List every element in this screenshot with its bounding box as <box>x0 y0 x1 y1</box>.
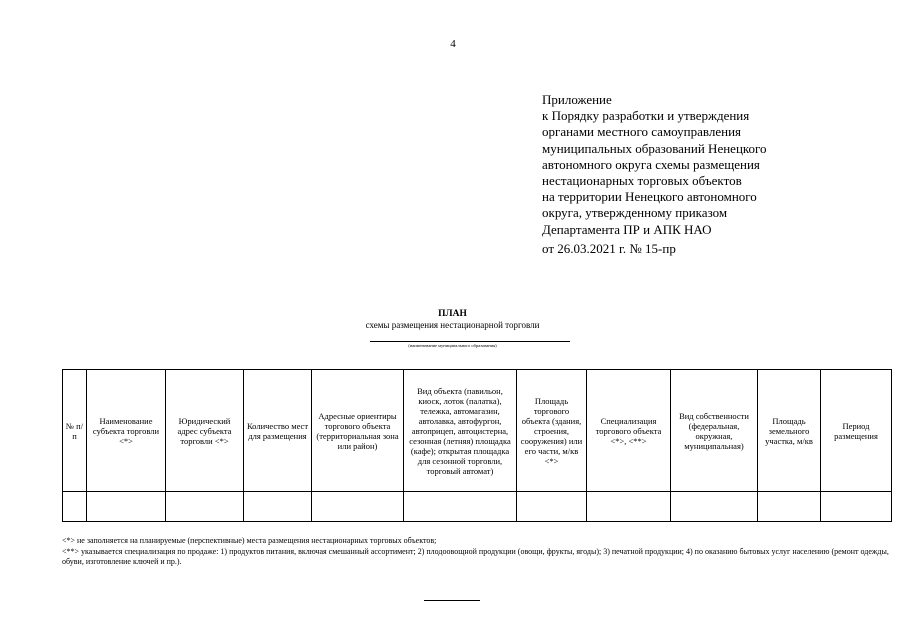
table-cell <box>166 492 244 522</box>
header-object-area: Площадь торгового объекта (здания, строения, сооружения) или его части, м/кв <*> <box>517 370 587 492</box>
header-ownership-type: Вид собственности (федеральная, окружная, муниципальная) <box>671 370 758 492</box>
appendix-line: Приложение <box>542 92 612 107</box>
header-subject-name: Наименование субъекта торговли <*> <box>87 370 166 492</box>
table-cell <box>671 492 758 522</box>
page-number: 4 <box>450 38 456 50</box>
appendix-line: автономного округа схемы размещения <box>542 156 760 172</box>
municipality-blank-line <box>370 341 570 342</box>
table-cell <box>587 492 671 522</box>
plan-table <box>62 369 892 522</box>
footnotes <box>62 536 891 568</box>
appendix-line: от 26.03.2021 г. № 15-пр <box>542 240 676 256</box>
appendix-line: Департамента ПР и АПК НАО <box>542 221 712 237</box>
appendix-block <box>542 92 882 257</box>
table-row <box>63 492 892 522</box>
appendix-line: муниципальных образований Ненецкого <box>542 140 767 156</box>
footnote: <**> указывается специализация по продаже: 1) продуктов питания, включая смешанный ассортимент; 2) плодоовощной продукции (овощи, фрукты, ягоды); 3) печатной продукции; 4) по оказанию бытовых услуг населению (ремонт одежды, обуви, изготовление ключей и пр.). <box>62 546 889 566</box>
header-legal-address: Юридический адрес субъекта торговли <*> <box>166 370 244 492</box>
plan-title: ПЛАН <box>438 309 467 319</box>
table-cell <box>87 492 166 522</box>
table-cell <box>517 492 587 522</box>
plan-subtitle: схемы размещения нестационарной торговли <box>365 320 540 330</box>
appendix-line: на территории Ненецкого автономного <box>542 189 757 205</box>
header-specialization: Специализация торгового объекта <*>, <**> <box>587 370 671 492</box>
bottom-divider <box>424 600 480 601</box>
table-cell <box>63 492 87 522</box>
appendix-line: нестационарных торговых объектов <box>542 173 742 189</box>
header-placement-period: Период размещения <box>821 370 892 492</box>
appendix-line: к Порядку разработки и утверждения <box>542 108 750 124</box>
footnote: <*> не заполняется на планируемые (перспективные) места размещения нестационарных торговых объектов; <box>62 536 437 545</box>
appendix-line: органами местного самоуправления <box>542 124 742 140</box>
header-places-count: Количество мест для размещения <box>244 370 312 492</box>
table-header-row <box>63 370 892 492</box>
header-land-area: Площадь земельного участка, м/кв <box>758 370 821 492</box>
header-address-landmarks: Адресные ориентиры торгового объекта (территориальная зона или район) <box>312 370 404 492</box>
table-cell <box>404 492 517 522</box>
appendix-line: округа, утвержденному приказом <box>542 205 728 221</box>
table-cell <box>244 492 312 522</box>
header-object-type: Вид объекта (павильон, киоск, лоток (палатка), тележка, автомагазин, автолавка, автофургон, автоприцеп, автоцистерна, сезонная (летняя) площадка (кафе); открытая площадка для сезонной торговли, торговый автомат) <box>404 370 517 492</box>
header-number: № п/п <box>63 370 87 492</box>
table-cell <box>312 492 404 522</box>
table-cell <box>758 492 821 522</box>
municipality-caption: (наименование муниципального образования) <box>408 343 497 348</box>
table-cell <box>821 492 892 522</box>
